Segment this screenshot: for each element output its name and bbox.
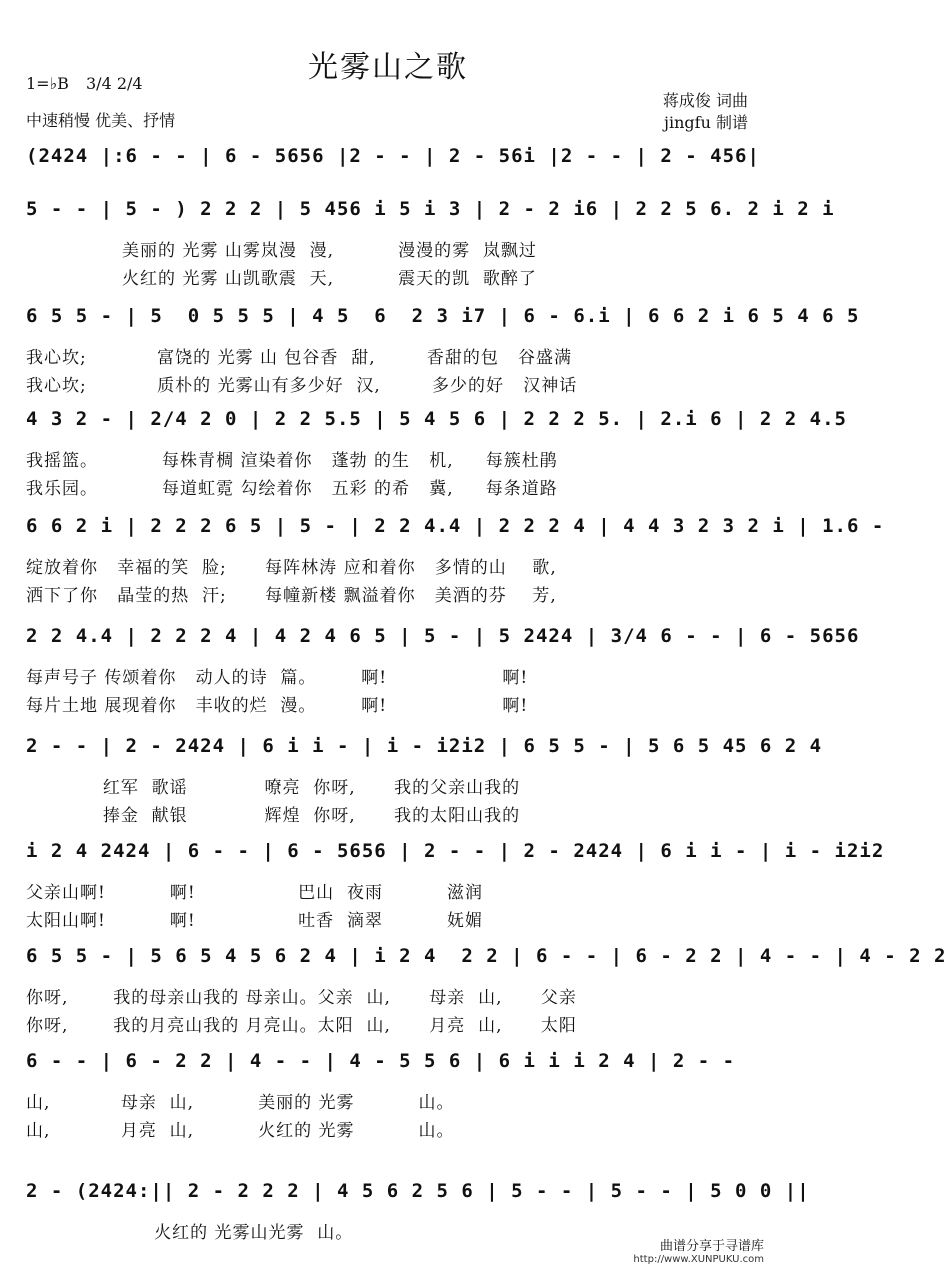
lyric-line: 我心坎; 富饶的 光雾 山 包谷香 甜, 香甜的包 谷盛满: [26, 348, 573, 368]
lyric-line: 火红的 光雾 山凯歌震 天, 震天的凯 歌醉了: [26, 269, 537, 289]
notation-row: (2424 |:6 - - | 6 - 5656 |2 - - | 2 - 56i |2 - - | 2 - 456|: [26, 145, 760, 167]
notation-row: 2 2 4.4 | 2 2 2 4 | 4 2 4 6 5 | 5 - | 5 2424 | 3/4 6 - - | 6 - 5656: [26, 625, 860, 647]
footer-watermark: [633, 1235, 764, 1265]
tempo-marking: 中速稍慢 优美、抒情: [26, 111, 176, 130]
notation-row: 5 - - | 5 - ) 2 2 2 | 5 456 i 5 i 3 | 2 - 2 i6 | 2 2 5 6. 2 i 2 i: [26, 198, 835, 220]
composer-credit: 蒋成俊 词曲: [662, 91, 748, 110]
lyric-line: 每片土地 展现着你 丰收的烂 漫。 啊! 啊!: [26, 696, 529, 716]
notation-row: 6 5 5 - | 5 6 5 4 5 6 2 4 | i 2 4 2 2 | 6 - - | 6 - 2 2 | 4 - - | 4 - 2 2: [26, 945, 946, 967]
page-title: 光雾山之歌: [308, 50, 468, 85]
lyric-line: 每声号子 传颂着你 动人的诗 篇。 啊! 啊!: [26, 668, 529, 688]
notation-row: i 2 4 2424 | 6 - - | 6 - 5656 | 2 - - | 2 - 2424 | 6 i i - | i - i2i2: [26, 840, 885, 862]
notation-row: 6 6 2 i | 2 2 2 6 5 | 5 - | 2 2 4.4 | 2 2 2 4 | 4 4 3 2 3 2 i | 1.6 -: [26, 515, 885, 537]
lyric-line: 我摇篮。 每株青椆 渲染着你 蓬勃 的生 机, 每簇杜鹃: [26, 451, 558, 471]
notation-row: 2 - (2424:|| 2 - 2 2 2 | 4 5 6 2 5 6 | 5 - - | 5 - - | 5 0 0 ||: [26, 1180, 810, 1202]
lyric-line: 山, 母亲 山, 美丽的 光雾 山。: [26, 1093, 455, 1113]
notation-row: 4 3 2 - | 2/4 2 0 | 2 2 5.5 | 5 4 5 6 | 2 2 2 5. | 2.i 6 | 2 2 4.5: [26, 408, 847, 430]
notation-row: 6 - - | 6 - 2 2 | 4 - - | 4 - 5 5 6 | 6 i i i 2 4 | 2 - -: [26, 1050, 736, 1072]
footer-label: 曲谱分享于寻谱库: [659, 1239, 764, 1254]
lyric-line: 火红的 光雾山光雾 山。: [26, 1223, 354, 1243]
lyric-line: 我心坎; 质朴的 光雾山有多少好 汉, 多少的好 汉神话: [26, 376, 578, 396]
lyric-line: 山, 月亮 山, 火红的 光雾 山。: [26, 1121, 455, 1141]
lyric-line: 太阳山啊! 啊! 吐香 滴翠 妩媚: [26, 911, 484, 931]
lyric-line: 捧金 献银 辉煌 你呀, 我的太阳山我的: [26, 806, 521, 826]
lyric-line: 我乐园。 每道虹霓 勾绘着你 五彩 的希 冀, 每条道路: [26, 479, 558, 499]
lyric-line: 美丽的 光雾 山雾岚漫 漫, 漫漫的雾 岚飘过: [26, 241, 537, 261]
lyric-line: 你呀, 我的月亮山我的 月亮山。太阳 山, 月亮 山, 太阳: [26, 1016, 577, 1036]
notation-row: 2 - - | 2 - 2424 | 6 i i - | i - i2i2 | 6 5 5 - | 5 6 5 45 6 2 4: [26, 735, 823, 757]
lyric-line: 你呀, 我的母亲山我的 母亲山。父亲 山, 母亲 山, 父亲: [26, 988, 577, 1008]
lyric-line: 洒下了你 晶莹的热 汗; 每幢新楼 飘溢着你 美酒的芬 芳,: [26, 586, 557, 606]
arranger-credit: jingfu 制谱: [664, 113, 748, 132]
key-signature: 1=♭B: [26, 74, 69, 93]
time-signature: 3/4 2/4: [86, 74, 143, 93]
lyric-line: 父亲山啊! 啊! 巴山 夜雨 滋润: [26, 883, 484, 903]
notation-row: 6 5 5 - | 5 0 5 5 5 | 4 5 6 2 3 i7 | 6 - 6.i | 6 6 2 i 6 5 4 6 5: [26, 305, 860, 327]
lyric-line: 红军 歌谣 嘹亮 你呀, 我的父亲山我的: [26, 778, 521, 798]
footer-site: http://www.XUNPUKU.com: [633, 1254, 764, 1265]
lyric-line: 绽放着你 幸福的笑 脸; 每阵林涛 应和着你 多情的山 歌,: [26, 558, 557, 578]
